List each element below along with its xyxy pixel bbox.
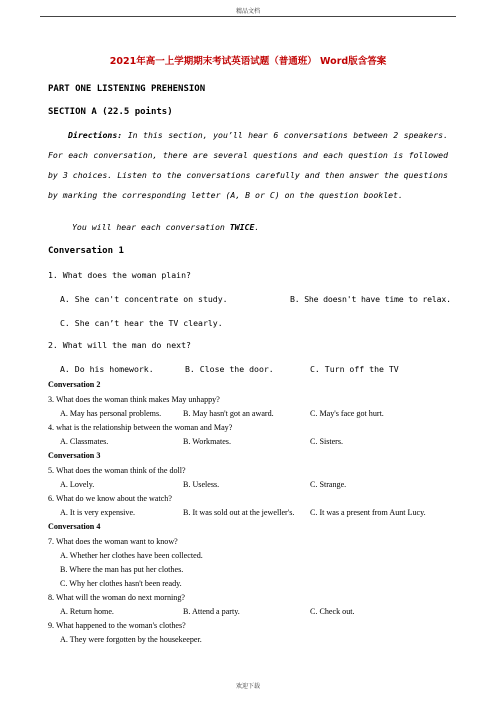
q8-option-a: A. Return home. [60,607,114,616]
q7-option-a: A. Whether her clothes have been collected. [60,551,203,560]
q1-option-c: C. She can’t hear the TV clearly. [60,318,223,328]
page-header: 精品文档 [235,8,260,15]
q4-option-a: A. Classmates. [60,437,109,446]
conversation-3-heading: Conversation 3 [48,451,101,460]
twice-note [72,222,259,232]
conversation-2-heading: Conversation 2 [48,380,101,389]
q8-option-b: B. Attend a party. [183,607,240,616]
directions-paragraph [48,125,448,205]
question-5: 5. What does the woman think of the doll? [48,466,186,475]
q8-option-c: C. Check out. [310,607,355,616]
question-6: 6. What do we know about the watch? [48,494,172,503]
q3-option-b: B. May hasn't got an award. [183,409,274,418]
directions-body: In this section, you’ll hear 6 conversations between 2 speakers. For each conversation, there are several questions and each question is followed by 3 choices. Listen to the conversations carefully and then answer the questions by marking the corresponding letter (A, B or C) on the question booklet. [48,130,448,200]
q6-option-a: A. It is very expensive. [60,508,136,517]
q6-option-c: C. It was a present from Aunt Lucy. [310,508,426,517]
q9-option-a: A. They were forgotten by the housekeeper. [60,635,202,644]
question-3: 3. What does the woman think makes May unhappy? [48,395,220,404]
q2-option-c: C. Turn off the TV [310,364,399,374]
q5-option-c: C. Strange. [310,480,347,489]
q5-option-a: A. Lovely. [60,480,95,489]
twice-note-suffix: . [254,222,260,232]
q2-option-b: B. Close the door. [185,364,274,374]
q3-option-a: A. May has personal problems. [60,409,162,418]
directions-lead: Directions: [68,130,123,140]
section-a-heading: SECTION A (22.5 points) [48,107,173,117]
q7-option-c: C. Why her clothes hasn't been ready. [60,579,182,588]
document-title: 2021年高一上学期期末考试英语试题（普通班） Word版含答案 [109,56,387,67]
question-7: 7. What does the woman want to know? [48,537,178,546]
conversation-1-heading: Conversation 1 [48,246,124,256]
part-one-heading: PART ONE LISTENING PREHENSION [48,84,206,94]
question-2: 2. What will the man do next? [48,340,191,350]
q3-option-c: C. May's face got hurt. [310,409,384,418]
question-1: 1. What does the woman plain? [48,270,191,280]
q4-option-c: C. Sisters. [310,437,344,446]
q5-option-b: B. Useless. [183,480,220,489]
q2-option-a: A. Do his homework. [60,364,154,374]
page-footer: 欢迎下载 [235,683,260,690]
q6-option-b: B. It was sold out at the jeweller's. [183,508,295,517]
q1-option-a: A. She can't concentrate on study. [60,294,228,304]
header-rule [40,16,456,17]
q7-option-b: B. Where the man has put her clothes. [60,565,184,574]
twice-note-prefix: You will hear each conversation [72,222,230,232]
conversation-4-heading: Conversation 4 [48,522,101,531]
question-9: 9. What happened to the woman's clothes? [48,621,186,630]
q1-option-b: B. She doesn't have time to relax. [290,294,451,304]
twice-word: TWICE [229,222,255,232]
question-4: 4. what is the relationship between the woman and May? [48,423,233,432]
q4-option-b: B. Workmates. [183,437,231,446]
question-8: 8. What will the woman do next morning? [48,593,185,602]
